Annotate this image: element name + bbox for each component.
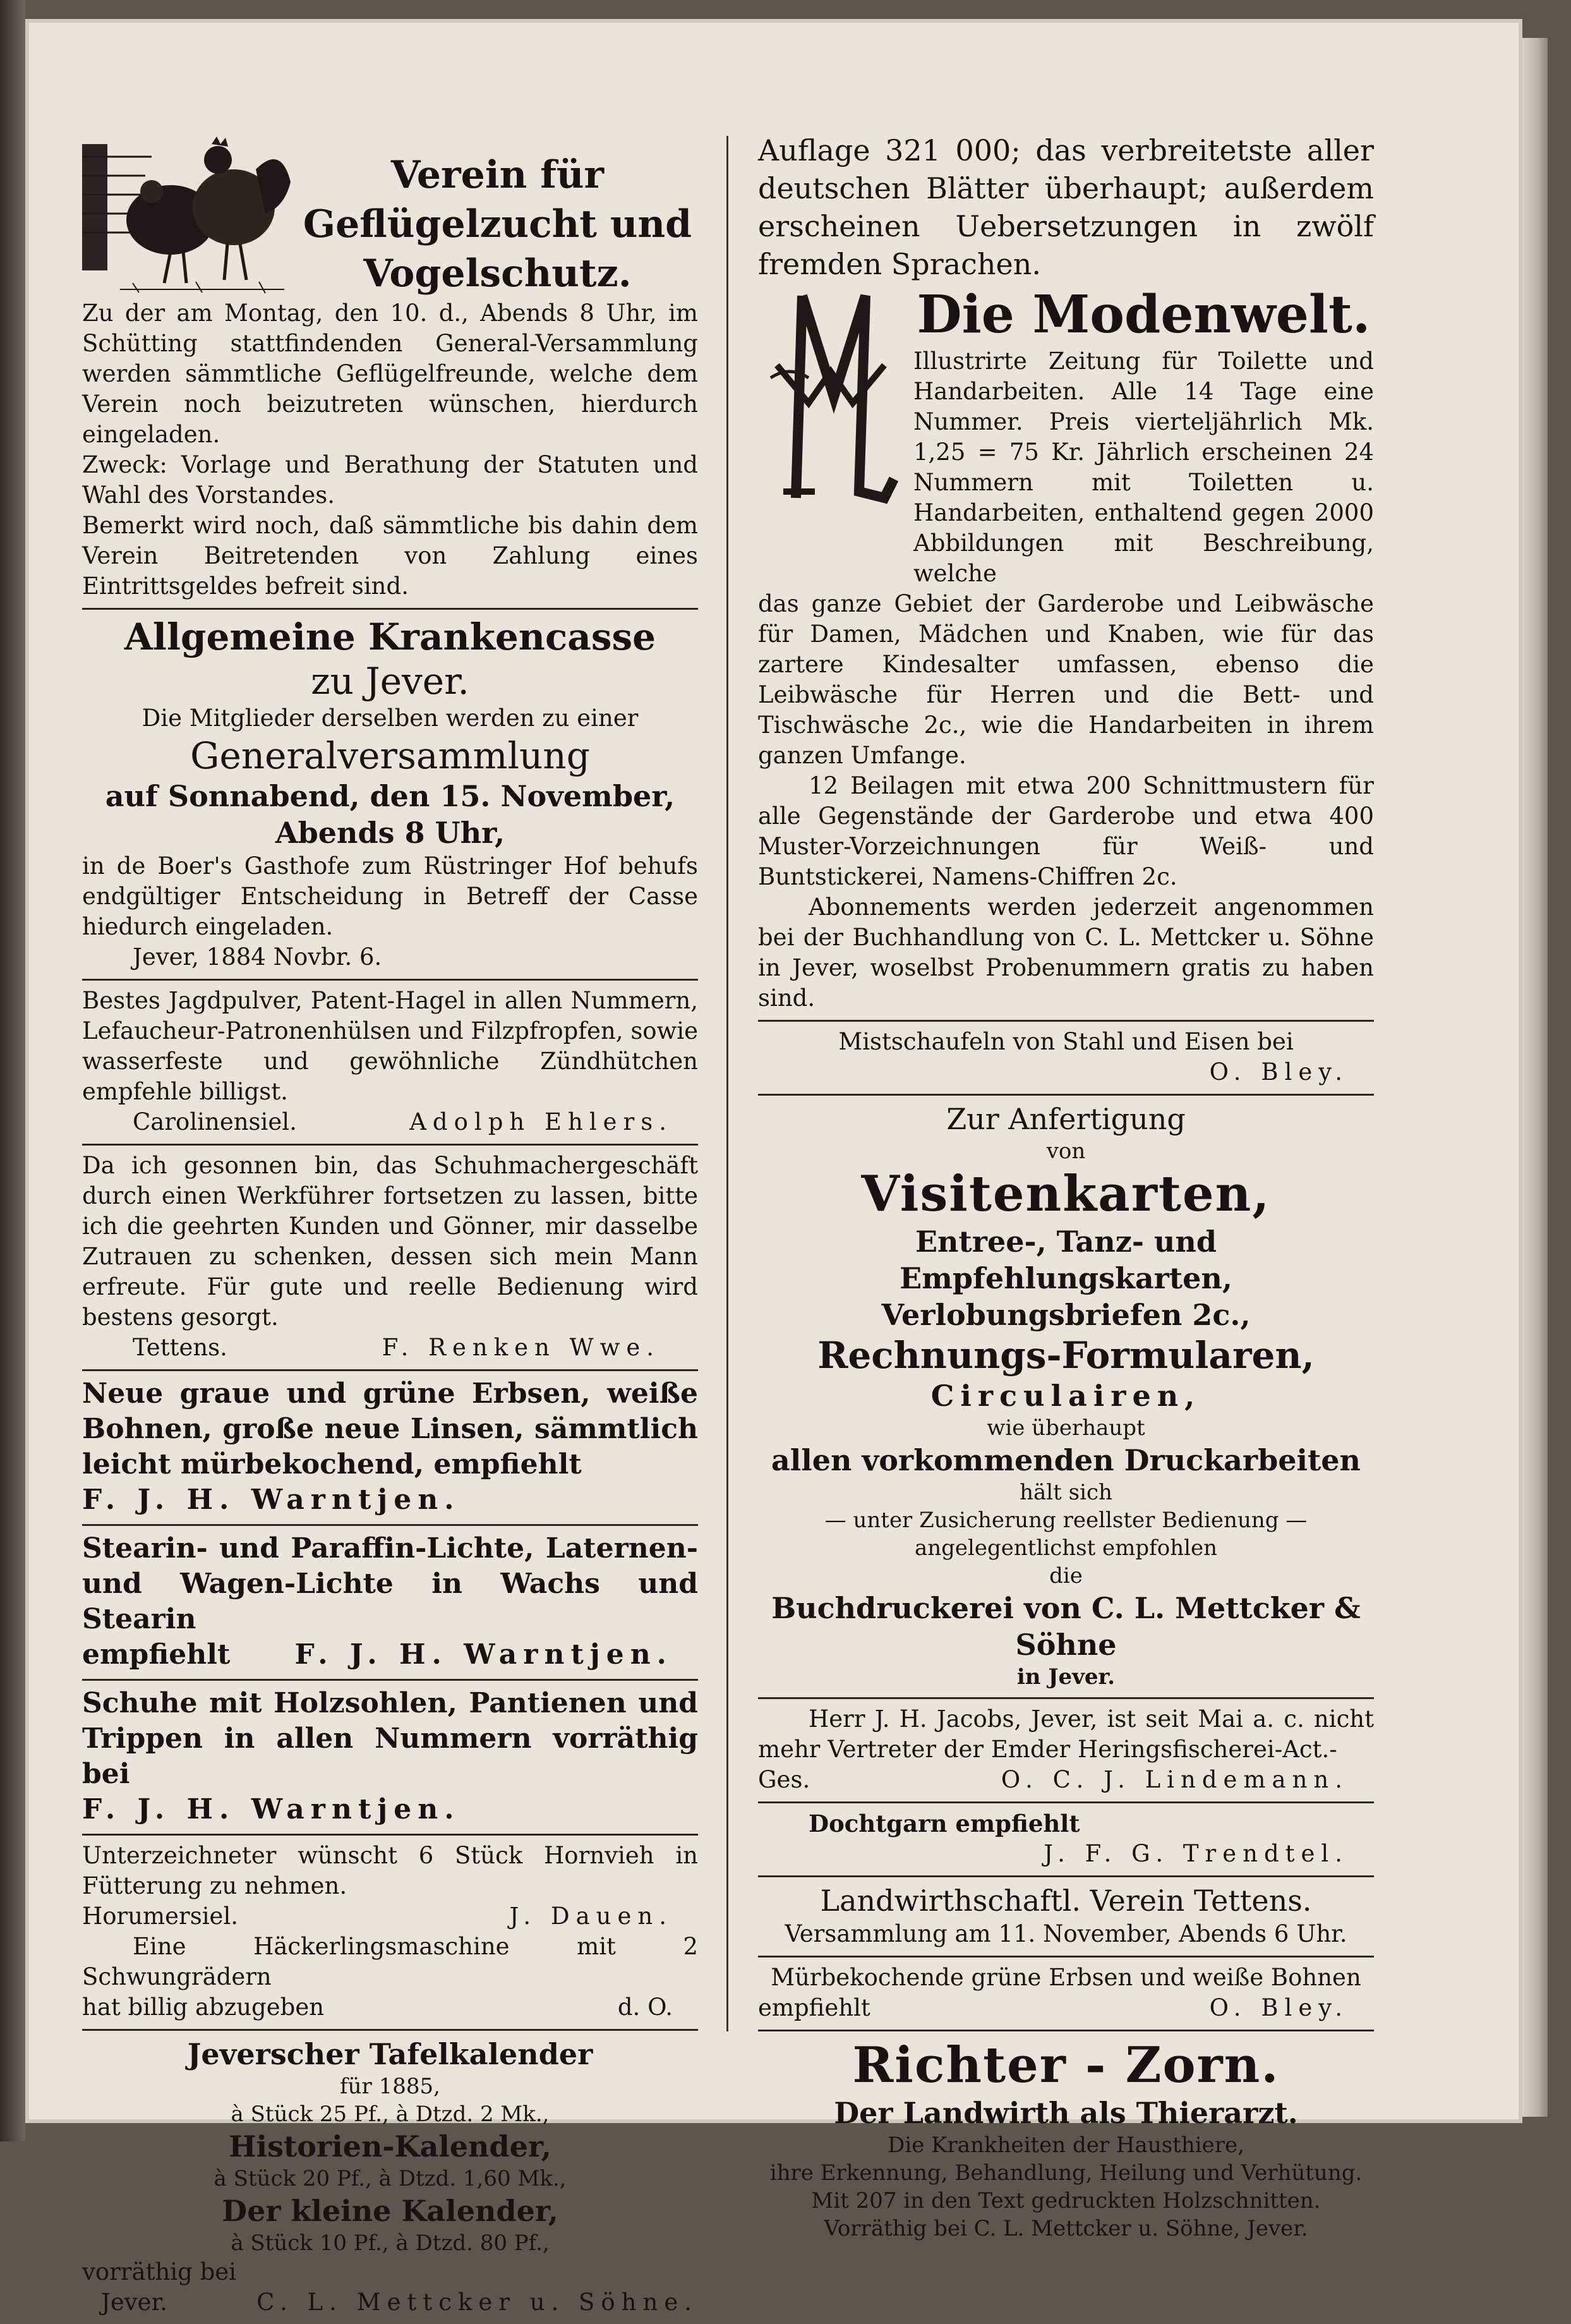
right-column: [758, 126, 1374, 2249]
jacobs-signature: O. C. J. Lindemann.: [1001, 1766, 1349, 1793]
ad-hornvieh: [82, 1836, 698, 2031]
schuh-signature: F. Renken Wwe.: [382, 1334, 660, 1361]
druck-druckarbeiten: allen vorkommenden Druckarbeiten: [771, 1443, 1361, 1477]
krankencasse-intro: Die Mitglieder derselben werden zu einer: [141, 705, 639, 732]
hornvieh-signature: J. Dauen.: [509, 1903, 673, 1930]
ad-schuhmacher: [82, 1146, 698, 1371]
verein-title-line3: Vogelschutz.: [363, 251, 632, 296]
druck-line-10: hält sich: [1020, 1480, 1112, 1505]
krankencasse-subtitle: zu Jever.: [311, 660, 469, 703]
modenwelt-body-1: Illustrirte Zeitung für Toilette und Handarbeiten. Alle 14 Tage eine Nummer. Preis vierteljährlich Mk. 1,25 = 75 Kr. Jährlich erscheinen 24 Nummern mit Toiletten u. Handarbeiten, enthaltend gegen 2000 Abbildungen mit Beschreibung, welche: [913, 348, 1374, 587]
modenwelt-body-4: Abonnements werden jederzeit angenommen bei der Buchhandlung von C. L. Mettcker u. Söhne in Jever, woselbst Probenummern gratis zu haben sind.: [758, 893, 1374, 1012]
druck-line-2: von: [1046, 1139, 1086, 1164]
ad-richter-zorn: [758, 2031, 1374, 2249]
kalender-price-2: à Stück 20 Pf., à Dtzd. 1,60 Mk.,: [214, 2166, 567, 2191]
kalender-place: Jever.: [101, 2289, 167, 2316]
krankencasse-generalversammlung: Generalversammlung: [190, 734, 590, 777]
druck-line-12: angelegentlichst empfohlen: [914, 1535, 1218, 1561]
ad-lichte: [82, 1526, 698, 1681]
druck-line-1: Zur Anfertigung: [946, 1102, 1186, 1136]
ad-buchdruckerei: [758, 1096, 1374, 1699]
lichte-lead: empfiehlt: [82, 1638, 231, 1671]
docht-body: Dochtgarn empfiehlt: [809, 1810, 1080, 1837]
krankencasse-dateline: Jever, 1884 Novbr. 6.: [133, 943, 382, 971]
schuhe-body: Schuhe mit Holzsohlen, Pantienen und Trippen in allen Nummern vorräthig bei: [82, 1687, 698, 1790]
druck-circulairen: Circulairen,: [930, 1379, 1201, 1413]
kalender-price-3: à Stück 10 Pf., à Dtzd. 80 Pf.,: [231, 2230, 550, 2256]
krankencasse-time: Abends 8 Uhr,: [275, 816, 505, 850]
ad-krankencasse: [82, 610, 698, 981]
richter-line-2: ihre Erkennung, Behandlung, Heilung und Verhütung.: [769, 2160, 1363, 2186]
bohnen-signature: O. Bley.: [1209, 1994, 1349, 2021]
krankencasse-date: auf Sonnabend, den 15. November,: [105, 779, 675, 813]
modenwelt-bottom-rule: [758, 1014, 1374, 1022]
krankencasse-title: Allgemeine Krankencasse: [124, 615, 656, 658]
ad-holzschuhe: [82, 1681, 698, 1836]
landwirt-title: Landwirthschaftl. Verein Tettens.: [820, 1884, 1312, 1918]
jacobs-lead: Ges.: [758, 1766, 810, 1793]
schuh-body: Da ich gesonnen bin, das Schuhmachergeschäft durch einen Werkführer fortsetzen zu lassen, bitte ich die geehrten Kunden und Gönner, mir dasselbe Zutrauen zu schenken, dessen sich mein Mann erfreute. Für gute und reelle Bedienung wird bestens gesorgt.: [82, 1152, 698, 1331]
druck-line-11: — unter Zusicherung reellster Bedienung —: [824, 1508, 1308, 1533]
ad-modenwelt: [758, 126, 1374, 1014]
left-column: [82, 126, 698, 2324]
bohnen-lead: empfiehlt: [758, 1994, 870, 2021]
richter-subtitle: Der Landwirth als Thierarzt.: [834, 2096, 1298, 2130]
krankencasse-body: in de Boer's Gasthofe zum Rüstringer Hof behufs endgültiger Entscheidung in Betreff der Casse hiedurch eingeladen.: [82, 852, 698, 940]
modenwelt-body-2: das ganze Gebiet der Garderobe und Leibwäsche für Damen, Mädchen und Knaben, wie für das zartere Kindesalter umfassen, ebenso die Leibwäsche für Herren und die Bett- und Tischwäsche 2c., wie die Handarbeiten in ihrem ganzen Umfange.: [758, 590, 1374, 769]
kalender-vorraethig: vorräthig bei: [82, 2258, 237, 2285]
druck-line-4: Entree-, Tanz- und Empfehlungskarten,: [900, 1225, 1232, 1295]
ad-jacobs: [758, 1699, 1374, 1803]
modenwelt-monogram-logo: [758, 283, 903, 523]
hornvieh-body: Unterzeichneter wünscht 6 Stück Hornvieh in Fütterung zu nehmen.: [82, 1842, 698, 1899]
ad-erbsen: [82, 1371, 698, 1526]
haeckerling-signature: d. O.: [617, 1994, 673, 2021]
page-edge: [1522, 38, 1548, 2117]
lichte-body: Stearin- und Paraffin-Lichte, Laternen- und Wagen-Lichte in Wachs und Stearin: [82, 1532, 698, 1635]
ad-landwirtschaft: [758, 1877, 1374, 1958]
column-divider: [726, 136, 728, 2031]
druck-rechnungsformularen: Rechnungs-Formularen,: [817, 1334, 1315, 1377]
erbsen-signature: F. J. H. Warntjen.: [82, 1484, 460, 1516]
mist-signature: O. Bley.: [1209, 1058, 1349, 1086]
lichte-signature: F. J. H. Warntjen.: [294, 1638, 673, 1671]
richter-line-3: Mit 207 in den Text gedruckten Holzschnitten.: [811, 2188, 1321, 2213]
erbsen-body: Neue graue und grüne Erbsen, weiße Bohnen, große neue Linsen, sämmtlich leicht mürbekochend, empfiehlt: [82, 1377, 698, 1480]
modenwelt-title: Die Modenwelt.: [917, 284, 1371, 345]
schuhe-signature: F. J. H. Warntjen.: [82, 1793, 460, 1825]
ad-kalender: [82, 2031, 698, 2324]
jagd-body: Bestes Jagdpulver, Patent-Hagel in allen Nummern, Lefaucheur-Patronenhülsen und Filzpfropfen, sowie wasserfeste und gewöhnliche Zündhütchen empfehle billigst.: [82, 987, 698, 1105]
kalender-title-1: Jeverscher Tafelkalender: [187, 2037, 593, 2071]
verein-paragraph-2: Zweck: Vorlage und Berathung der Statuten und Wahl des Vorstandes.: [82, 451, 698, 509]
richter-line-1: Die Krankheiten der Hausthiere,: [888, 2133, 1244, 2158]
jagd-place: Carolinensiel.: [133, 1108, 297, 1135]
bohnen-body: Mürbekochende grüne Erbsen und weiße Bohnen: [771, 1964, 1361, 1991]
mist-body: Mistschaufeln von Stahl und Eisen bei: [838, 1028, 1294, 1055]
docht-signature: J. F. G. Trendtel.: [1044, 1840, 1349, 1867]
poultry-woodcut-illustration: [82, 131, 297, 296]
kalender-year: für 1885,: [340, 2074, 440, 2099]
druck-location: in Jever.: [1016, 1664, 1116, 1690]
modenwelt-body-3: 12 Beilagen mit etwa 200 Schnittmustern für alle Gegenstände der Garderobe und etwa 400 Muster-Vorzeichnungen für Weiß- und Buntstickerei, Namens-Chiffren 2c.: [758, 772, 1374, 890]
book-gutter: [0, 0, 25, 2141]
verein-paragraph-3: Bemerkt wird noch, daß sämmtliche bis dahin dem Verein Beitretenden von Zahlung eines Eintrittsgeldes befreit sind.: [82, 512, 698, 600]
auflage-text: Auflage 321 000; das verbreitetste aller deutschen Blätter überhaupt; außerdem erscheinen Uebersetzungen in zwölf fremden Sprachen.: [758, 133, 1374, 281]
haeckerling-lead: hat billig abzugeben: [82, 1994, 325, 2021]
jagd-signature: Adolph Ehlers.: [409, 1108, 673, 1135]
ad-dochtgarn: [758, 1803, 1374, 1877]
schuh-place: Tettens.: [133, 1334, 227, 1361]
kalender-title-3: Der kleine Kalender,: [222, 2194, 558, 2228]
druck-buchdruckerei-name: Buchdruckerei von C. L. Mettcker & Söhne: [771, 1591, 1361, 1662]
kalender-signature: C. L. Mettcker u. Söhne.: [256, 2289, 698, 2316]
modenwelt-block: [758, 283, 1374, 589]
kalender-title-2: Historien-Kalender,: [229, 2129, 551, 2164]
verein-title: [297, 131, 698, 298]
richter-title: Richter - Zorn.: [852, 2037, 1280, 2094]
kalender-price-1: à Stück 25 Pf., à Dtzd. 2 Mk.,: [231, 2102, 550, 2127]
ad-jagdpulver: [82, 981, 698, 1146]
verein-title-line1: Verein für: [390, 153, 605, 197]
druck-visitenkarten: Visitenkarten,: [861, 1165, 1271, 1223]
druck-line-13: die: [1049, 1563, 1083, 1589]
verein-paragraph-1: Zu der am Montag, den 10. d., Abends 8 Uhr, im Schütting stattfindenden General-Versammlung werden sämmtliche Geflügelfreunde, welche dem Verein noch beizutreten wünschen, hierdurch eingeladen.: [82, 300, 698, 448]
verein-title-line2: Geflügelzucht und: [303, 202, 692, 246]
ad-verein-gefluegelzucht: [82, 126, 698, 610]
jacobs-body: Herr J. H. Jacobs, Jever, ist seit Mai a. c. nicht mehr Vertreter der Emder Heringsfischerei-Act.-: [758, 1705, 1374, 1763]
landwirt-body: Versammlung am 11. November, Abends 6 Uhr.: [785, 1920, 1347, 1947]
richter-line-4: Vorräthig bei C. L. Mettcker u. Söhne, Jever.: [824, 2216, 1308, 2241]
druck-line-5: Verlobungsbriefen 2c.,: [881, 1298, 1251, 1332]
ad-bohnen: [758, 1958, 1374, 2031]
hornvieh-place: Horumersiel.: [82, 1903, 239, 1930]
ad-mistschaufeln: [758, 1022, 1374, 1096]
verein-header: [82, 131, 698, 298]
haeckerling-body: Eine Häckerlingsmaschine mit 2 Schwungrädern: [82, 1933, 698, 1990]
druck-line-8: wie überhaupt: [987, 1415, 1145, 1441]
